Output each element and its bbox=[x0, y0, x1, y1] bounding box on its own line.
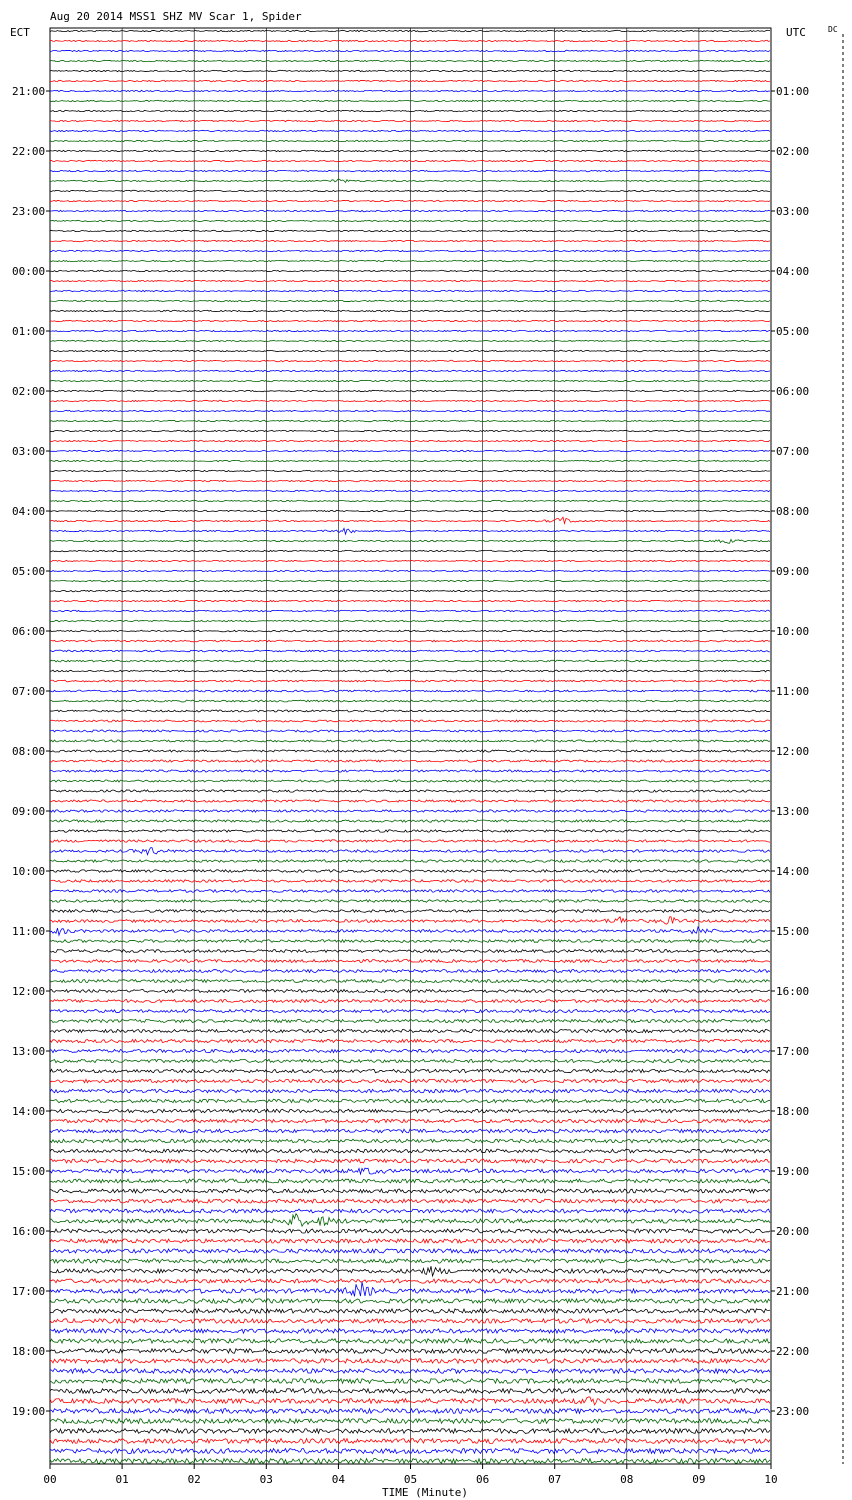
trace-line-124 bbox=[50, 1266, 770, 1276]
hour-label-ect: 13:00 bbox=[12, 1045, 46, 1058]
hour-label-ect: 21:00 bbox=[12, 85, 46, 98]
hour-label-ect: 00:00 bbox=[12, 265, 46, 278]
trace-line-35 bbox=[50, 380, 770, 381]
x-tick-label: 04 bbox=[331, 1473, 346, 1486]
chart-title: Aug 20 2014 MSS1 SHZ MV Scar 1, Spider bbox=[50, 10, 302, 23]
trace-line-15 bbox=[50, 179, 770, 182]
x-tick-label: 06 bbox=[475, 1473, 490, 1486]
trace-line-60 bbox=[50, 630, 770, 632]
trace-line-130 bbox=[50, 1329, 770, 1333]
x-axis-label: TIME (Minute) bbox=[381, 1486, 469, 1499]
trace-line-86 bbox=[50, 890, 770, 893]
trace-line-62 bbox=[50, 650, 770, 652]
trace-line-103 bbox=[50, 1059, 770, 1062]
trace-line-19 bbox=[50, 220, 770, 221]
trace-line-75 bbox=[50, 780, 770, 782]
trace-line-131 bbox=[50, 1339, 770, 1343]
hour-label-ect: 14:00 bbox=[12, 1105, 46, 1118]
trace-line-137 bbox=[50, 1397, 770, 1405]
trace-line-37 bbox=[50, 400, 770, 401]
hour-label-utc: 18:00 bbox=[776, 1105, 810, 1118]
hour-label-utc: 05:00 bbox=[776, 325, 810, 338]
trace-line-53 bbox=[50, 560, 770, 561]
trace-line-82 bbox=[50, 848, 770, 855]
trace-line-104 bbox=[50, 1069, 770, 1072]
x-tick-label: 03 bbox=[259, 1473, 273, 1486]
hour-label-ect: 01:00 bbox=[12, 325, 46, 338]
trace-line-122 bbox=[50, 1249, 770, 1253]
trace-line-100 bbox=[50, 1029, 770, 1032]
trace-line-22 bbox=[50, 250, 770, 251]
hour-label-utc: 02:00 bbox=[776, 145, 810, 158]
trace-line-97 bbox=[50, 999, 770, 1002]
trace-line-70 bbox=[50, 730, 770, 732]
trace-line-0 bbox=[50, 30, 770, 31]
hour-label-ect: 19:00 bbox=[12, 1405, 46, 1418]
hour-label-ect: 17:00 bbox=[12, 1285, 46, 1298]
trace-line-44 bbox=[50, 470, 770, 471]
trace-line-10 bbox=[50, 130, 770, 131]
hour-label-utc: 15:00 bbox=[776, 925, 810, 938]
hour-label-ect: 10:00 bbox=[12, 865, 46, 878]
x-tick-label: 07 bbox=[548, 1473, 562, 1486]
dc-label: DC bbox=[828, 25, 838, 34]
trace-line-118 bbox=[50, 1209, 770, 1213]
hour-label-ect: 04:00 bbox=[12, 505, 46, 518]
trace-line-39 bbox=[50, 420, 770, 421]
x-tick-label: 02 bbox=[187, 1473, 201, 1486]
trace-line-96 bbox=[50, 989, 770, 992]
seismic-traces bbox=[50, 30, 770, 1463]
trace-line-106 bbox=[50, 1089, 770, 1092]
trace-line-68 bbox=[50, 710, 770, 712]
hour-label-utc: 08:00 bbox=[776, 505, 810, 518]
trace-line-3 bbox=[50, 60, 770, 61]
trace-line-29 bbox=[50, 320, 770, 321]
trace-line-138 bbox=[50, 1409, 770, 1414]
hour-label-utc: 04:00 bbox=[776, 265, 810, 278]
trace-line-25 bbox=[50, 280, 770, 281]
trace-line-79 bbox=[50, 820, 770, 822]
trace-line-129 bbox=[50, 1319, 770, 1323]
trace-line-85 bbox=[50, 880, 770, 883]
trace-line-41 bbox=[50, 440, 770, 441]
trace-line-7 bbox=[50, 100, 770, 101]
trace-line-128 bbox=[50, 1309, 770, 1313]
trace-line-132 bbox=[50, 1349, 770, 1354]
trace-line-127 bbox=[50, 1299, 770, 1303]
trace-line-98 bbox=[50, 1009, 770, 1012]
trace-line-11 bbox=[50, 140, 770, 141]
hour-label-utc: 20:00 bbox=[776, 1225, 810, 1238]
trace-line-107 bbox=[50, 1099, 770, 1102]
trace-line-73 bbox=[50, 760, 770, 762]
trace-line-135 bbox=[50, 1379, 770, 1384]
trace-line-31 bbox=[50, 340, 770, 341]
hour-label-ect: 09:00 bbox=[12, 805, 46, 818]
x-tick-label: 10 bbox=[764, 1473, 778, 1486]
hour-label-ect: 12:00 bbox=[12, 985, 46, 998]
hour-label-ect: 22:00 bbox=[12, 145, 46, 158]
trace-line-139 bbox=[50, 1419, 770, 1424]
trace-line-88 bbox=[50, 910, 770, 913]
hour-label-utc: 01:00 bbox=[776, 85, 810, 98]
minute-gridlines bbox=[122, 28, 699, 1464]
trace-line-94 bbox=[50, 970, 770, 973]
trace-line-56 bbox=[50, 590, 770, 591]
trace-line-113 bbox=[50, 1159, 770, 1163]
trace-line-21 bbox=[50, 240, 770, 241]
hour-label-utc: 06:00 bbox=[776, 385, 810, 398]
trace-line-121 bbox=[50, 1239, 770, 1243]
trace-line-42 bbox=[50, 450, 770, 451]
trace-line-90 bbox=[50, 927, 770, 935]
trace-line-5 bbox=[50, 80, 770, 81]
trace-line-50 bbox=[50, 528, 770, 534]
trace-line-134 bbox=[50, 1369, 770, 1374]
trace-line-24 bbox=[50, 270, 770, 271]
trace-line-76 bbox=[50, 790, 770, 792]
trace-line-69 bbox=[50, 720, 770, 722]
trace-line-48 bbox=[50, 510, 770, 511]
trace-line-66 bbox=[50, 690, 770, 692]
trace-line-34 bbox=[50, 370, 770, 371]
x-tick-label: 08 bbox=[620, 1473, 634, 1486]
trace-line-95 bbox=[50, 979, 770, 982]
trace-line-136 bbox=[50, 1389, 770, 1394]
trace-line-16 bbox=[50, 190, 770, 191]
trace-line-45 bbox=[50, 480, 770, 481]
trace-line-28 bbox=[50, 310, 770, 311]
trace-line-114 bbox=[50, 1168, 770, 1174]
hour-label-utc: 10:00 bbox=[776, 625, 810, 638]
hour-label-ect: 07:00 bbox=[12, 685, 46, 698]
trace-line-61 bbox=[50, 640, 770, 642]
trace-line-59 bbox=[50, 620, 770, 622]
trace-line-46 bbox=[50, 490, 770, 491]
trace-line-65 bbox=[50, 680, 770, 682]
trace-line-51 bbox=[50, 539, 770, 543]
x-tick-label: 00 bbox=[43, 1473, 57, 1486]
hour-label-ect: 08:00 bbox=[12, 745, 46, 758]
trace-line-120 bbox=[50, 1229, 770, 1233]
trace-line-36 bbox=[50, 390, 770, 391]
trace-line-6 bbox=[50, 90, 770, 91]
trace-line-89 bbox=[50, 917, 770, 924]
hour-label-ect: 06:00 bbox=[12, 625, 46, 638]
right-axis-label: UTC bbox=[786, 26, 806, 39]
hour-label-utc: 07:00 bbox=[776, 445, 810, 458]
trace-line-9 bbox=[50, 120, 770, 121]
trace-line-109 bbox=[50, 1119, 770, 1123]
trace-line-26 bbox=[50, 290, 770, 291]
hour-label-ect: 16:00 bbox=[12, 1225, 46, 1238]
trace-line-101 bbox=[50, 1039, 770, 1042]
hour-label-ect: 05:00 bbox=[12, 565, 46, 578]
trace-line-13 bbox=[50, 160, 770, 161]
hour-label-ect: 23:00 bbox=[12, 205, 46, 218]
trace-line-54 bbox=[50, 570, 770, 571]
trace-line-143 bbox=[50, 1459, 770, 1464]
trace-line-78 bbox=[50, 810, 770, 812]
hour-label-utc: 22:00 bbox=[776, 1345, 810, 1358]
trace-line-133 bbox=[50, 1359, 770, 1364]
trace-line-1 bbox=[50, 40, 770, 41]
trace-line-32 bbox=[50, 350, 770, 351]
hour-label-ect: 15:00 bbox=[12, 1165, 46, 1178]
trace-line-4 bbox=[50, 70, 770, 71]
trace-line-112 bbox=[50, 1149, 770, 1153]
trace-line-27 bbox=[50, 300, 770, 301]
trace-line-111 bbox=[50, 1139, 770, 1143]
trace-line-12 bbox=[50, 150, 770, 151]
trace-line-63 bbox=[50, 660, 770, 662]
hour-label-utc: 13:00 bbox=[776, 805, 810, 818]
trace-line-83 bbox=[50, 860, 770, 863]
trace-line-33 bbox=[50, 360, 770, 361]
trace-line-8 bbox=[50, 110, 770, 111]
trace-line-40 bbox=[50, 430, 770, 431]
trace-line-20 bbox=[50, 230, 770, 231]
trace-line-64 bbox=[50, 670, 770, 672]
trace-line-81 bbox=[50, 840, 770, 842]
trace-line-18 bbox=[50, 210, 770, 211]
hour-label-utc: 11:00 bbox=[776, 685, 810, 698]
x-axis-ticks bbox=[43, 1464, 777, 1486]
trace-line-49 bbox=[50, 517, 770, 523]
hour-label-utc: 03:00 bbox=[776, 205, 810, 218]
trace-line-141 bbox=[50, 1439, 770, 1444]
hour-label-utc: 16:00 bbox=[776, 985, 810, 998]
hour-label-utc: 12:00 bbox=[776, 745, 810, 758]
trace-line-55 bbox=[50, 580, 770, 581]
trace-line-99 bbox=[50, 1019, 770, 1022]
trace-line-140 bbox=[50, 1429, 770, 1434]
trace-line-110 bbox=[50, 1129, 770, 1133]
trace-line-87 bbox=[50, 900, 770, 903]
trace-line-92 bbox=[50, 950, 770, 953]
trace-line-77 bbox=[50, 800, 770, 802]
trace-line-80 bbox=[50, 830, 770, 832]
trace-line-84 bbox=[50, 870, 770, 873]
trace-line-125 bbox=[50, 1279, 770, 1283]
trace-line-38 bbox=[50, 410, 770, 411]
trace-line-105 bbox=[50, 1079, 770, 1082]
trace-line-72 bbox=[50, 750, 770, 752]
trace-line-17 bbox=[50, 200, 770, 201]
trace-line-115 bbox=[50, 1179, 770, 1183]
trace-line-91 bbox=[50, 940, 770, 943]
trace-line-126 bbox=[50, 1282, 770, 1296]
trace-line-57 bbox=[50, 600, 770, 601]
x-tick-label: 01 bbox=[115, 1473, 129, 1486]
x-tick-label: 05 bbox=[403, 1473, 418, 1486]
trace-line-108 bbox=[50, 1109, 770, 1113]
trace-line-30 bbox=[50, 330, 770, 331]
trace-line-52 bbox=[50, 550, 770, 551]
trace-line-74 bbox=[50, 770, 770, 772]
hour-label-ect: 03:00 bbox=[12, 445, 46, 458]
trace-line-43 bbox=[50, 460, 770, 461]
trace-line-2 bbox=[50, 50, 770, 51]
x-tick-label: 09 bbox=[692, 1473, 706, 1486]
trace-line-142 bbox=[50, 1449, 770, 1454]
hour-label-utc: 14:00 bbox=[776, 865, 810, 878]
hour-label-ect: 02:00 bbox=[12, 385, 46, 398]
trace-line-23 bbox=[50, 260, 770, 261]
trace-line-123 bbox=[50, 1259, 770, 1263]
trace-line-93 bbox=[50, 960, 770, 963]
hour-label-utc: 19:00 bbox=[776, 1165, 810, 1178]
left-axis-label: ECT bbox=[10, 26, 30, 39]
hour-label-ect: 11:00 bbox=[12, 925, 46, 938]
trace-line-14 bbox=[50, 170, 770, 171]
hour-label-ect: 18:00 bbox=[12, 1345, 46, 1358]
trace-line-116 bbox=[50, 1189, 770, 1193]
hour-label-utc: 23:00 bbox=[776, 1405, 810, 1418]
trace-line-58 bbox=[50, 610, 770, 612]
trace-line-119 bbox=[50, 1214, 770, 1227]
trace-line-117 bbox=[50, 1199, 770, 1203]
trace-line-71 bbox=[50, 740, 770, 742]
trace-line-67 bbox=[50, 700, 770, 702]
trace-line-102 bbox=[50, 1049, 770, 1052]
hour-label-utc: 17:00 bbox=[776, 1045, 810, 1058]
trace-line-47 bbox=[50, 500, 770, 501]
hour-label-utc: 21:00 bbox=[776, 1285, 810, 1298]
hour-label-utc: 09:00 bbox=[776, 565, 810, 578]
